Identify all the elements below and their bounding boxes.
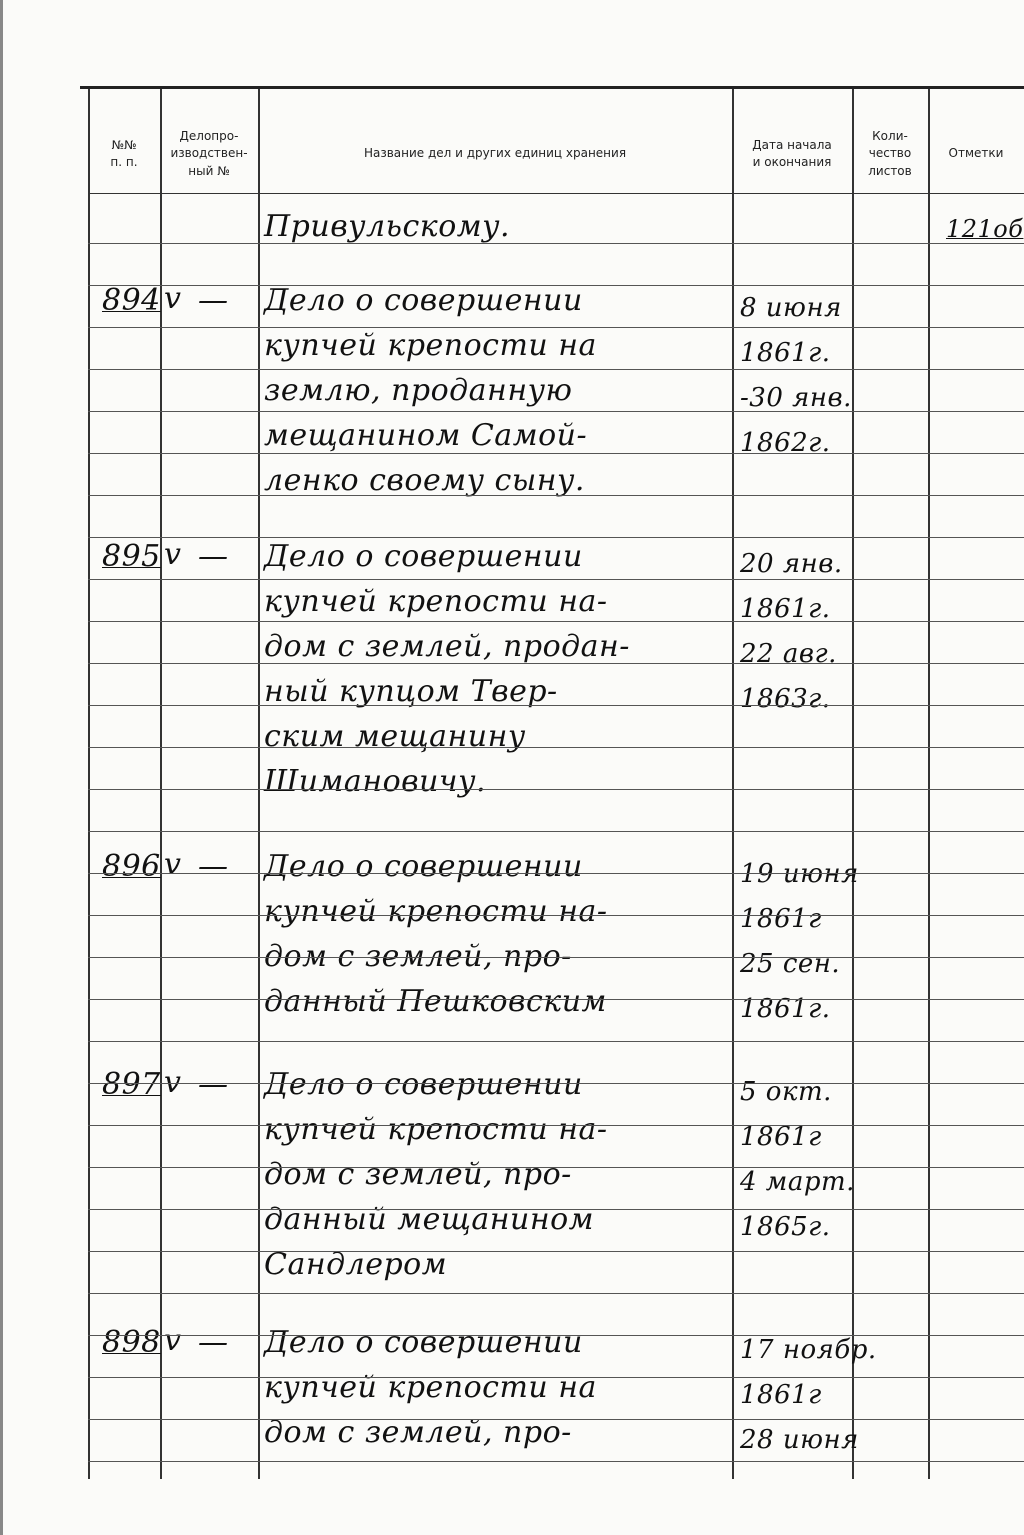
column-rule <box>928 89 930 1479</box>
entry-title-line: мещанином Самой- <box>264 418 588 453</box>
entry-dash: — <box>198 539 229 574</box>
entry-date: 1863г. <box>740 684 831 714</box>
entry-check: v <box>164 281 182 316</box>
entry-title-line: ленко своему сыну. <box>264 463 585 498</box>
column-rule <box>88 89 90 1479</box>
entry-dash: — <box>198 283 229 318</box>
entry-title-line: данный мещанином <box>264 1202 595 1237</box>
header-number: №№ п. п. <box>110 137 138 169</box>
ruled-line <box>88 789 1024 790</box>
entry-title-line: Шимановичу. <box>264 764 487 799</box>
ruled-line <box>88 327 1024 328</box>
entry-title-line: дом с землей, про- <box>264 1415 572 1450</box>
entry-dash: — <box>198 1325 229 1360</box>
column-rule <box>258 89 260 1479</box>
ruled-line <box>88 1335 1024 1336</box>
entry-date: 4 март. <box>740 1167 855 1197</box>
ruled-line <box>88 411 1024 412</box>
column-rule <box>852 89 854 1479</box>
entry-title-line: землю, проданную <box>264 373 573 408</box>
entry-check: v <box>164 1323 182 1358</box>
continuation-text: Привульскому. <box>264 209 511 244</box>
entry-date: 25 сен. <box>740 949 841 979</box>
entry-date: 1865г. <box>740 1212 831 1242</box>
ruled-line <box>88 1083 1024 1084</box>
header-marks: Отметки <box>948 146 1004 161</box>
header-dates: Дата начала и окончания <box>752 137 832 169</box>
header-title: Название дел и других единиц хранения <box>363 146 627 161</box>
ruled-line <box>88 1293 1024 1294</box>
page-edge <box>0 0 3 1535</box>
entry-date: 1861г. <box>740 338 831 368</box>
entry-date: 1861г <box>740 1122 822 1152</box>
entry-number: 898 <box>102 1325 161 1360</box>
entry-title-line: ный купцом Твер- <box>264 674 558 709</box>
entry-title-line: купчей крепости на- <box>264 1112 608 1147</box>
sheet-mark: 121об <box>946 215 1024 243</box>
entry-title-line: Дело о совершении <box>264 849 583 884</box>
ruled-line <box>88 369 1024 370</box>
ruled-line <box>88 957 1024 958</box>
entry-date: 22 авг. <box>740 639 837 669</box>
entry-title-line: купчей крепости на- <box>264 584 608 619</box>
entry-dash: — <box>198 849 229 884</box>
entry-date: 20 янв. <box>740 549 843 579</box>
entry-date: 17 ноябр. <box>740 1335 877 1365</box>
entry-title-line: Дело о совершении <box>264 1067 583 1102</box>
ruled-line <box>88 453 1024 454</box>
entry-title-line: данный Пешковским <box>264 984 607 1019</box>
entry-date: 1861г <box>740 904 822 934</box>
inventory-form <box>80 86 1024 1479</box>
ruled-line <box>88 873 1024 874</box>
ruled-line <box>88 285 1024 286</box>
entry-check: v <box>164 1065 182 1100</box>
entry-number: 894 <box>102 283 161 318</box>
ruled-line <box>88 621 1024 622</box>
ruled-line <box>88 1251 1024 1252</box>
ruled-line <box>88 1419 1024 1420</box>
entry-date: 19 июня <box>740 859 859 889</box>
ruled-line <box>88 1041 1024 1042</box>
ruled-line <box>88 663 1024 664</box>
ruled-line <box>88 495 1024 496</box>
ruled-line <box>88 1209 1024 1210</box>
entry-number: 895 <box>102 539 161 574</box>
ruled-line <box>88 1377 1024 1378</box>
entry-date: 1861г <box>740 1380 822 1410</box>
header-case-number: Делопро- изводствен- ный № <box>170 128 248 178</box>
entry-title-line: дом с землей, продан- <box>264 629 630 664</box>
entry-date: -30 янв. <box>740 383 852 413</box>
ruled-line <box>88 579 1024 580</box>
entry-check: v <box>164 537 182 572</box>
ruled-line <box>88 915 1024 916</box>
ruled-line <box>88 831 1024 832</box>
column-rule <box>732 89 734 1479</box>
entry-number: 897 <box>102 1067 161 1102</box>
entry-number: 896 <box>102 849 161 884</box>
entry-title-line: ским мещанину <box>264 719 526 754</box>
entry-title-line: купчей крепости на- <box>264 894 608 929</box>
entry-dash: — <box>198 1067 229 1102</box>
entry-date: 5 окт. <box>740 1077 832 1107</box>
entry-date: 8 июня <box>740 293 842 323</box>
entry-title-line: Дело о совершении <box>264 283 583 318</box>
entry-date: 1861г. <box>740 994 831 1024</box>
entry-date: 1862г. <box>740 428 831 458</box>
ruled-line <box>88 1461 1024 1462</box>
ruled-line <box>88 999 1024 1000</box>
entry-title-line: Дело о совершении <box>264 1325 583 1360</box>
ruled-line <box>88 1167 1024 1168</box>
entry-date: 28 июня <box>740 1425 859 1455</box>
ruled-line <box>88 1125 1024 1126</box>
entry-title-line: дом с землей, про- <box>264 939 572 974</box>
header-rule <box>88 193 1024 194</box>
ruled-line <box>88 747 1024 748</box>
entry-title-line: Сандлером <box>264 1247 448 1282</box>
header-sheets: Коли- чество листов <box>868 128 912 178</box>
ruled-line <box>88 537 1024 538</box>
entry-title-line: купчей крепости на <box>264 1370 597 1405</box>
ruled-line <box>88 243 1024 244</box>
entry-date: 1861г. <box>740 594 831 624</box>
entry-title-line: дом с землей, про- <box>264 1157 572 1192</box>
entry-title-line: купчей крепости на <box>264 328 597 363</box>
entry-title-line: Дело о совершении <box>264 539 583 574</box>
ruled-line <box>88 705 1024 706</box>
entry-check: v <box>164 847 182 882</box>
